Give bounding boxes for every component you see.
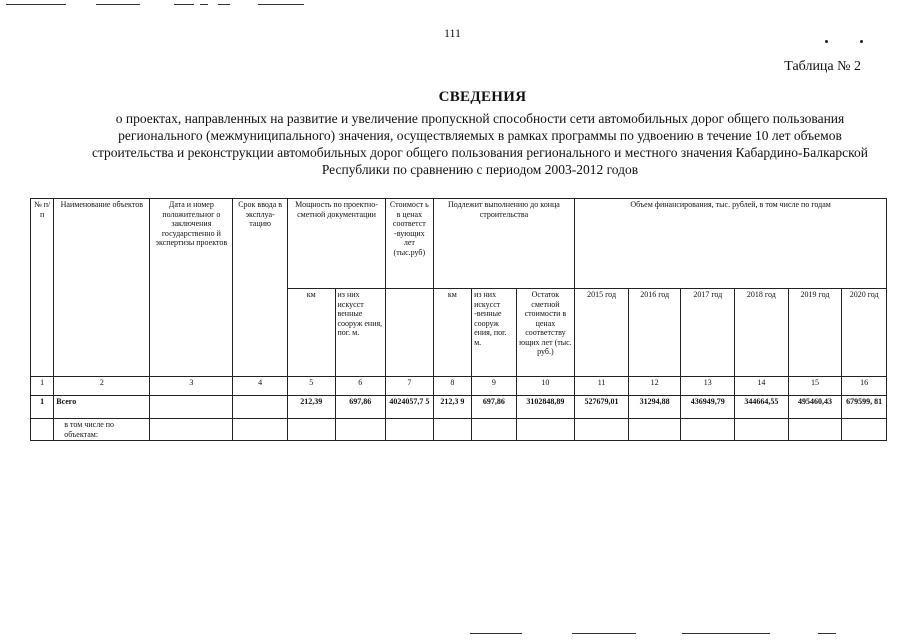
subheader-year-2018: 2018 год (735, 289, 789, 377)
column-number: 11 (575, 377, 629, 396)
subheader-km-remaining: км (433, 289, 471, 377)
subheader-year-2019: 2019 год (788, 289, 842, 377)
including-cell (150, 419, 233, 441)
including-cell (575, 419, 629, 441)
including-label: в том числе по объектам: (54, 419, 150, 441)
subheader-year-2017: 2017 год (681, 289, 735, 377)
total-cost: 4024057,7 5 (386, 396, 434, 419)
document-subtitle: о проектах, направленных на развитие и увеличение пропускной способности сети автомобильных дорог общего пользования регионального (межмуниципального) значения, осуществляемых в рамках программы по удвоению в течение 10 лет объемов строительства и реконструкции автомобильных дорог общего пользования регионального и местного значения Кабардино-Балкарской Республики по сравнению с периодом 2003-2012 годов (91, 111, 869, 177)
including-cell (433, 419, 471, 441)
including-cell (842, 419, 887, 441)
total-2017: 436949,79 (681, 396, 735, 419)
header-expertise: Дата и номер положительног о заключения государственно й экспертизы проектов (150, 199, 233, 377)
total-2019: 495460,43 (788, 396, 842, 419)
total-num: 1 (31, 396, 54, 419)
header-cost: Стоимост ь в ценах соответст -вующих лет (тыс.руб) (386, 199, 434, 289)
document-title: СВЕДЕНИЯ (438, 89, 527, 105)
total-2016: 31294,88 (628, 396, 681, 419)
header-commission: Срок ввода в эксплуа-тацию (233, 199, 288, 377)
total-expertise (150, 396, 233, 419)
table-header-row (31, 199, 887, 289)
total-km: 212,39 (287, 396, 335, 419)
including-cell (735, 419, 789, 441)
including-cell (628, 419, 681, 441)
total-km-remaining: 212,3 9 (433, 396, 471, 419)
scan-dot (860, 40, 863, 43)
total-artificial-remaining: 697,86 (472, 396, 517, 419)
header-num: № п/п (31, 199, 54, 377)
table-label: Таблица № 2 (784, 59, 861, 74)
including-cell (287, 419, 335, 441)
table-row-total (31, 396, 887, 419)
column-number: 1 (31, 377, 54, 396)
column-number: 13 (681, 377, 735, 396)
total-balance: 3102848,89 (516, 396, 575, 419)
column-number: 4 (233, 377, 288, 396)
including-cell (788, 419, 842, 441)
header-name: Наименование объектов (54, 199, 150, 377)
header-remaining: Подлежит выполнению до конца строительства (433, 199, 575, 289)
column-number: 10 (516, 377, 575, 396)
including-num (31, 419, 54, 441)
total-name: Всего (54, 396, 150, 419)
column-number-row (31, 377, 887, 396)
header-financing: Объем финансирования, тыс. рублей, в том числе по годам (575, 199, 887, 289)
subheader-km: км (287, 289, 335, 377)
including-cell (335, 419, 386, 441)
subheader-cost-blank (386, 289, 434, 377)
including-cell (472, 419, 517, 441)
table-row-including (31, 419, 887, 441)
column-number: 8 (433, 377, 471, 396)
column-number: 16 (842, 377, 887, 396)
scan-dot (825, 40, 828, 43)
column-number: 2 (54, 377, 150, 396)
total-artificial: 697,86 (335, 396, 386, 419)
subheader-year-2015: 2015 год (575, 289, 629, 377)
projects-table (30, 198, 887, 441)
total-2015: 527679,01 (575, 396, 629, 419)
subheader-artificial-remaining: из них искусст -венные сооруж ения, пог. м. (472, 289, 517, 377)
subheader-year-2016: 2016 год (628, 289, 681, 377)
total-commission (233, 396, 288, 419)
column-number: 14 (735, 377, 789, 396)
column-number: 5 (287, 377, 335, 396)
column-number: 7 (386, 377, 434, 396)
subheader-artificial: из них искусст венные сооруж ения, пог. м. (335, 289, 386, 377)
total-2020: 679599, 81 (842, 396, 887, 419)
total-2018: 344664,55 (735, 396, 789, 419)
including-cell (681, 419, 735, 441)
including-cell (386, 419, 434, 441)
including-cell (516, 419, 575, 441)
including-cell (233, 419, 288, 441)
column-number: 3 (150, 377, 233, 396)
column-number: 12 (628, 377, 681, 396)
subheader-balance: Остаток сметной стоимости в ценах соответству ющих лет (тыс. руб.) (516, 289, 575, 377)
subheader-year-2020: 2020 год (842, 289, 887, 377)
column-number: 6 (335, 377, 386, 396)
column-number: 15 (788, 377, 842, 396)
page-number: 111 (443, 26, 462, 40)
column-number: 9 (472, 377, 517, 396)
header-capacity: Мощность по проектно-сметной документации (287, 199, 385, 289)
